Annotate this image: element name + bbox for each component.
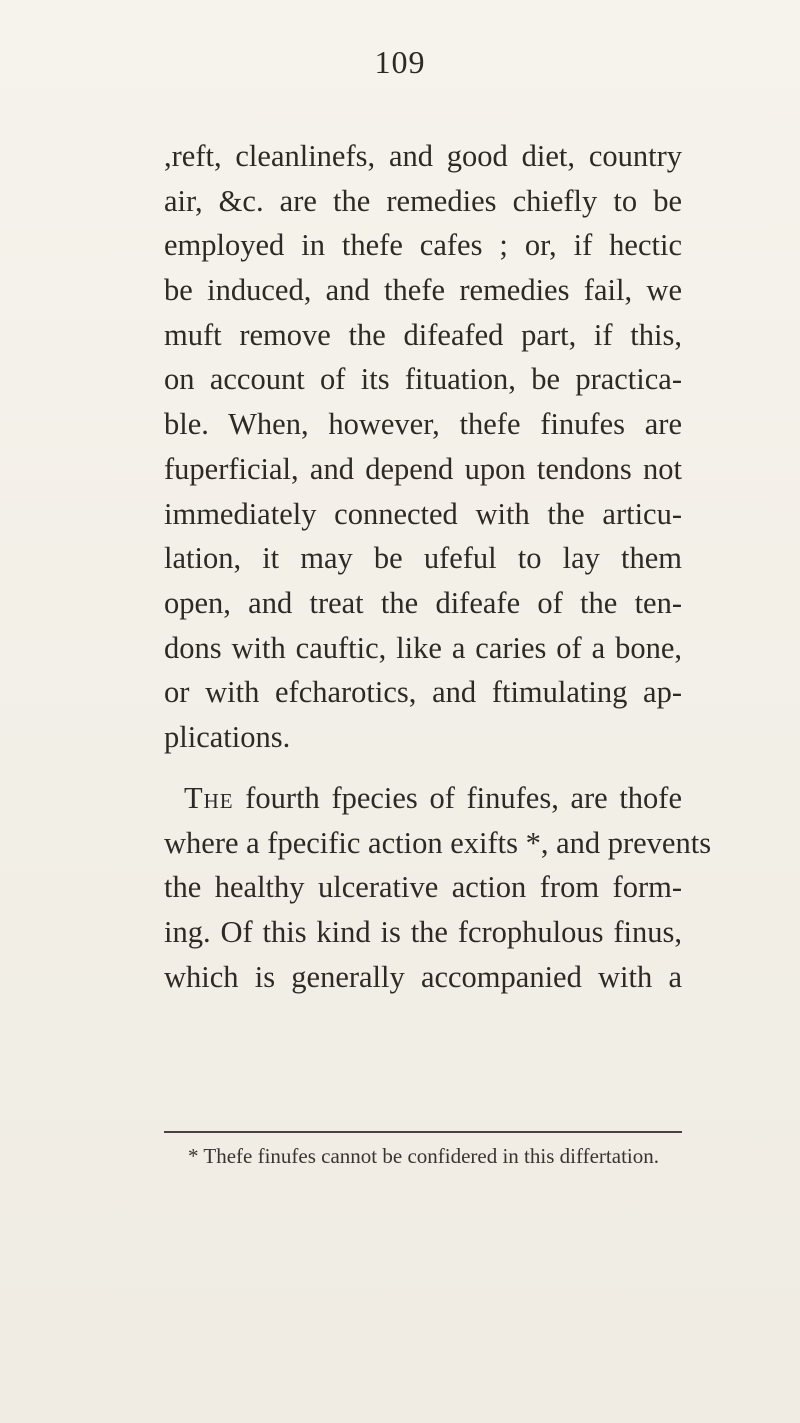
footnote: * Thefe finufes cannot be confidered in this differtation.: [188, 1144, 659, 1168]
text-line: be induced, and thefe remedies fail, we: [164, 273, 682, 308]
paragraph-lead-word: The: [184, 781, 234, 815]
text-line: muft remove the difeafed part, if this,: [164, 317, 682, 352]
text-line-rest: fourth fpecies of finufes, are thofe: [233, 781, 682, 815]
text-line: lation, it may be ufeful to lay them: [164, 541, 682, 576]
footnote-divider: [164, 1131, 682, 1133]
text-line: air, &c. are the remedies chiefly to be: [164, 183, 682, 218]
text-line: or with efcharotics, and ftimulating ap-: [164, 675, 682, 710]
text-line: fuperficial, and depend upon tendons not: [164, 451, 682, 486]
paragraph-1: [164, 134, 682, 760]
paragraph-2: [164, 776, 712, 999]
text-line: ble. When, however, thefe finufes are: [164, 407, 682, 442]
text-line: ing. Of this kind is the fcrophulous finus,: [164, 915, 682, 950]
text-line: immediately connected with the articu-: [164, 496, 682, 531]
text-line: dons with cauftic, like a caries of a bone,: [164, 630, 682, 665]
text-line: [164, 776, 682, 821]
text-line: the healthy ulcerative action from form-: [164, 870, 682, 905]
text-line: open, and treat the difeafe of the ten-: [164, 585, 682, 620]
text-line: employed in thefe cafes ; or, if hectic: [164, 228, 682, 263]
text-line: which is generally accompanied with a: [164, 959, 682, 994]
text-line: ,reft, cleanlinefs, and good diet, country: [164, 139, 682, 173]
text-line: plications.: [164, 719, 291, 754]
page-number: 109: [374, 44, 426, 80]
text-line: where a fpecific action exifts *, and prevents: [164, 825, 712, 860]
text-line: on account of its fituation, be practica-: [164, 362, 682, 397]
